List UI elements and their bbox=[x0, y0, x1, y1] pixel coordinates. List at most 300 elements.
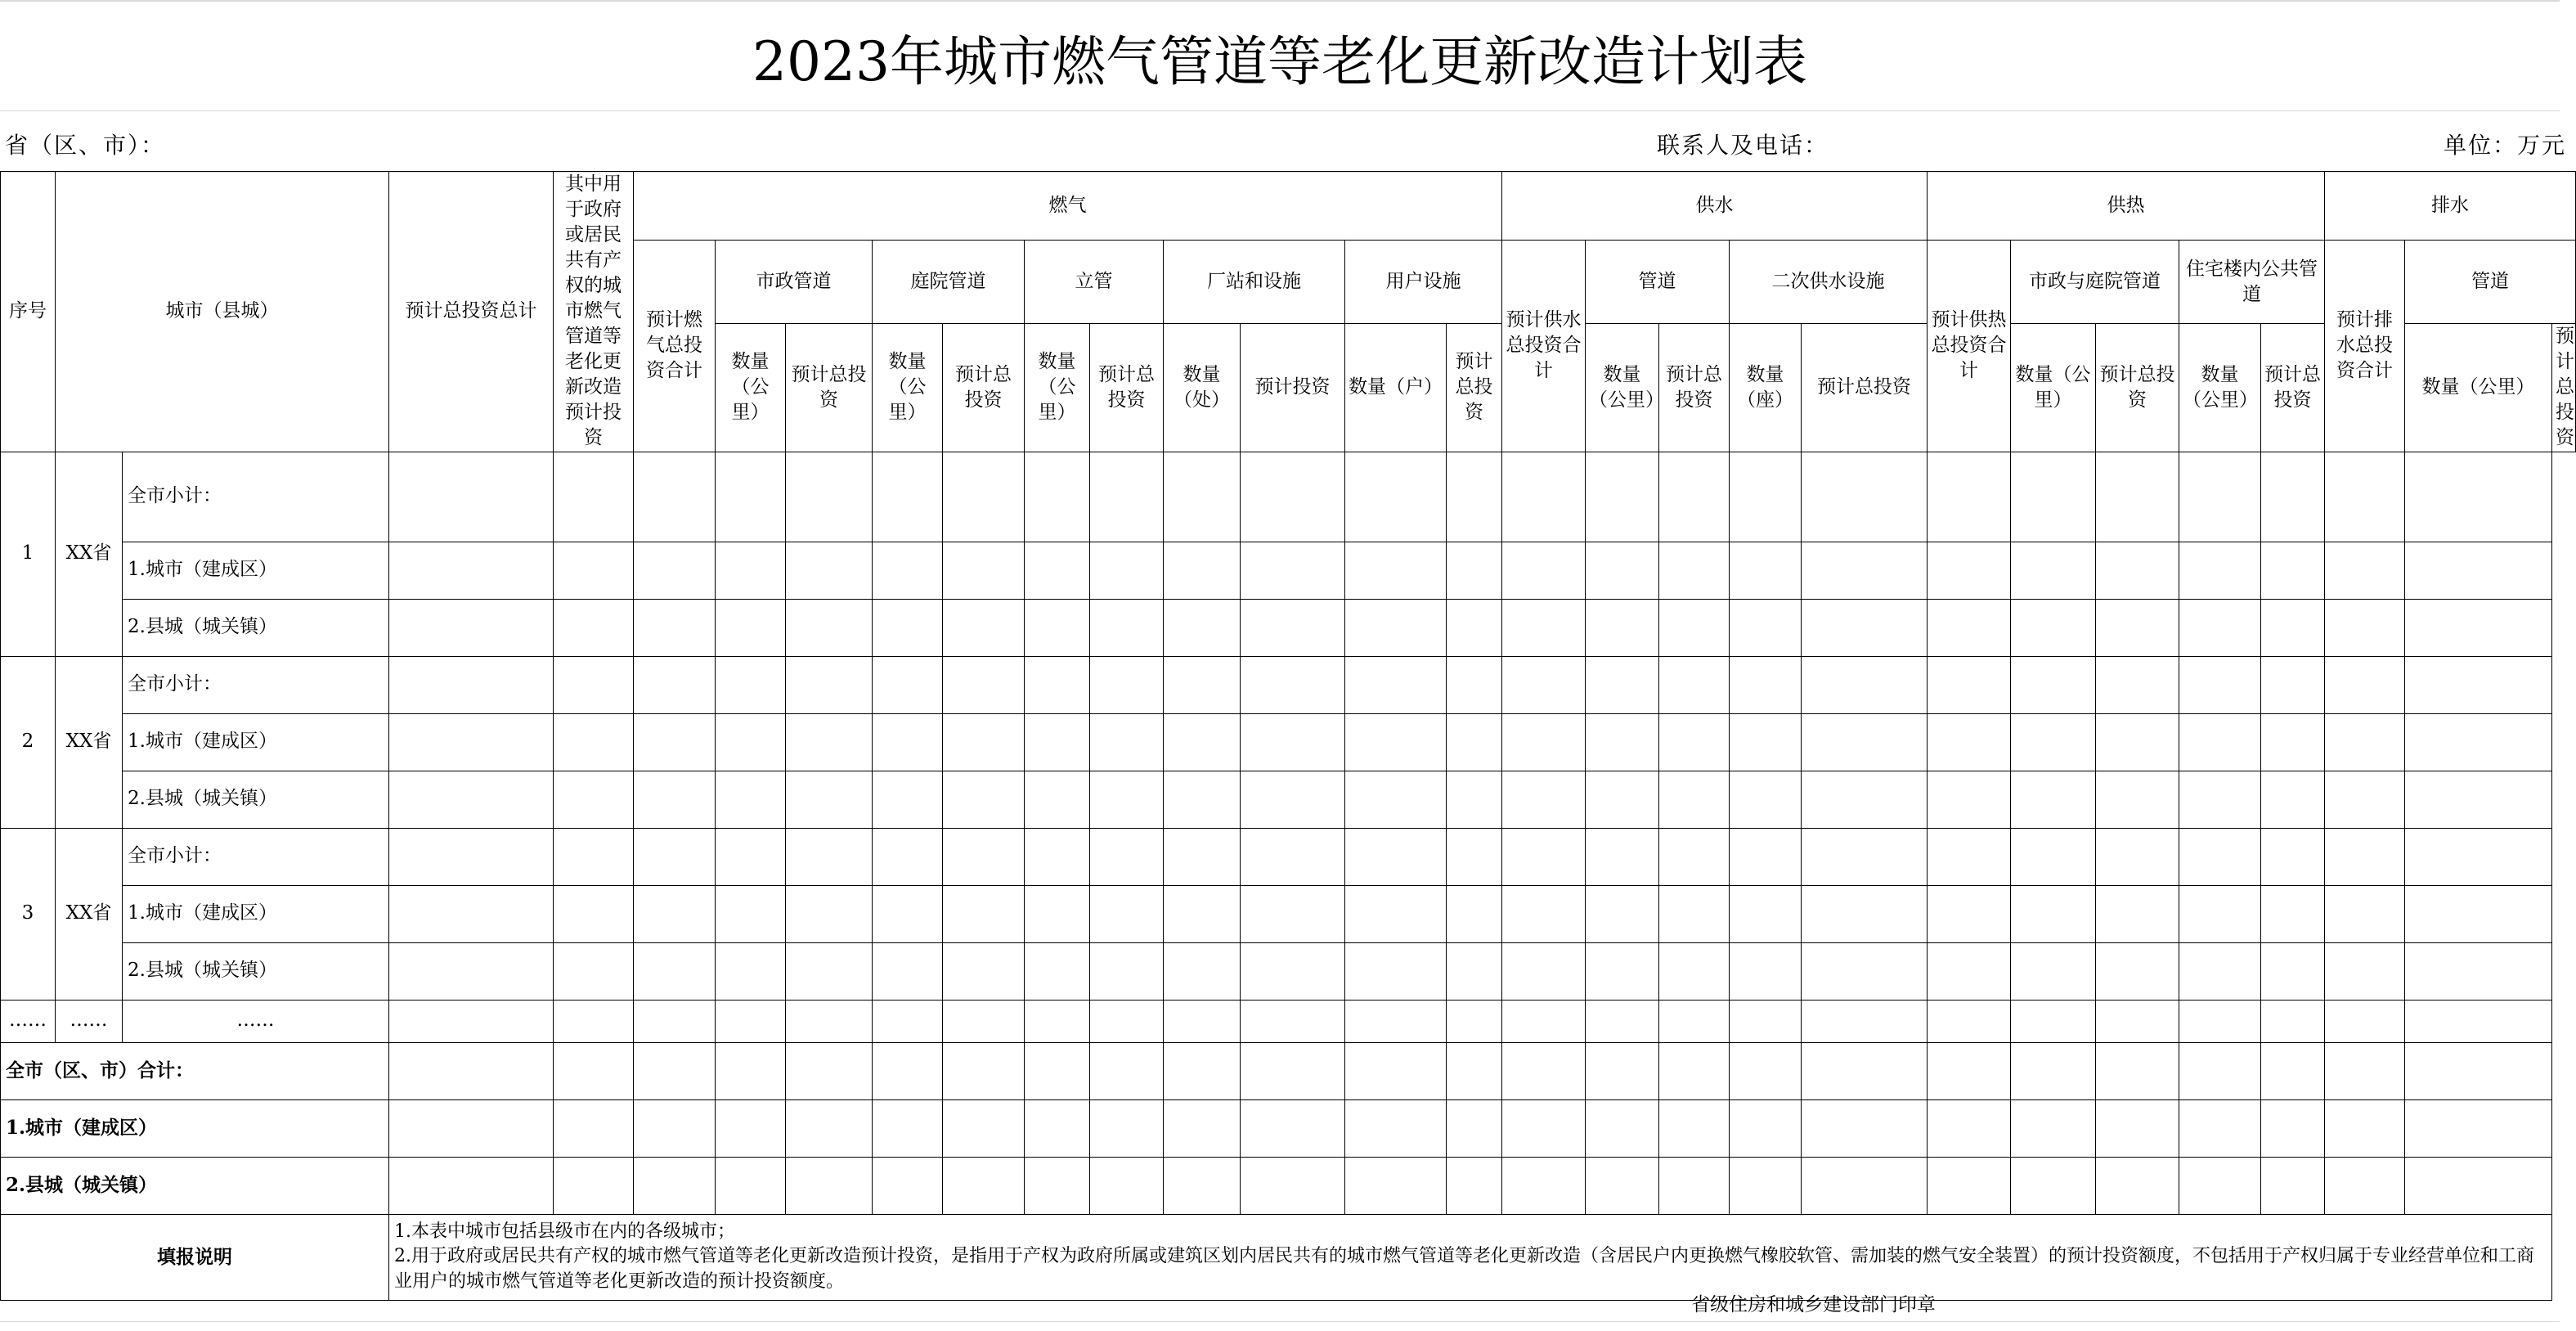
empty-cell bbox=[1345, 542, 1447, 599]
row-ellipsis: …… bbox=[123, 1000, 389, 1042]
empty-cell bbox=[1502, 885, 1586, 942]
empty-cell bbox=[2405, 942, 2552, 1000]
empty-cell bbox=[1730, 1042, 1802, 1099]
empty-cell bbox=[554, 828, 634, 885]
empty-cell bbox=[1802, 771, 1928, 828]
note-line-2: 2.用于政府或居民共有产权的城市燃气管道等老化更新改造预计投资，是指用于产权为政府所属或建筑区划内居民共有的城市燃气管道等老化更新改造（含居民户内更换燃气橡胶软管、需加装的燃气安全装置）的预计投资额度，不包括用于产权归属于专业经营单位和工商业用户的城市燃气管道等老化更新改造的预计投资额度。 bbox=[394, 1246, 2534, 1293]
empty-cell bbox=[2096, 452, 2179, 542]
empty-cell bbox=[1802, 599, 1928, 656]
empty-cell bbox=[1241, 656, 1345, 713]
empty-cell bbox=[2261, 1099, 2325, 1157]
empty-cell bbox=[1345, 1000, 1447, 1042]
empty-cell bbox=[634, 942, 716, 1000]
empty-cell bbox=[389, 452, 554, 542]
meta-row bbox=[0, 110, 2567, 173]
empty-cell bbox=[1928, 1157, 2011, 1214]
empty-cell bbox=[634, 1000, 716, 1042]
empty-cell bbox=[943, 599, 1025, 656]
empty-cell bbox=[2325, 1000, 2405, 1042]
empty-cell bbox=[1586, 452, 1659, 542]
empty-cell bbox=[2325, 942, 2405, 1000]
empty-cell bbox=[786, 452, 873, 542]
empty-cell bbox=[554, 656, 634, 713]
empty-cell bbox=[389, 656, 554, 713]
empty-cell bbox=[1025, 713, 1090, 771]
empty-cell bbox=[1586, 1157, 1659, 1214]
empty-cell bbox=[554, 1000, 634, 1042]
header-qty: 数量（公里） bbox=[2179, 324, 2261, 452]
header-qty: 数量（公里） bbox=[873, 324, 943, 452]
empty-cell bbox=[1730, 656, 1802, 713]
row-total-county-label: 2.县城（城关镇） bbox=[1, 1157, 389, 1214]
empty-cell bbox=[943, 1157, 1025, 1214]
empty-cell bbox=[1241, 885, 1345, 942]
header-gas-riser: 立管 bbox=[1025, 241, 1164, 324]
empty-cell bbox=[1928, 1042, 2011, 1099]
empty-cell bbox=[1345, 452, 1447, 542]
empty-cell bbox=[1730, 1099, 1802, 1157]
empty-cell bbox=[1447, 452, 1502, 542]
empty-cell bbox=[1659, 656, 1730, 713]
empty-cell bbox=[716, 542, 786, 599]
empty-cell bbox=[2096, 885, 2179, 942]
empty-cell bbox=[1090, 1042, 1164, 1099]
empty-cell bbox=[1802, 942, 1928, 1000]
empty-cell bbox=[2179, 656, 2261, 713]
empty-cell bbox=[1928, 713, 2011, 771]
header-invest: 预计总投资 bbox=[1090, 324, 1164, 452]
empty-cell bbox=[1447, 713, 1502, 771]
empty-cell bbox=[634, 1099, 716, 1157]
empty-cell bbox=[1025, 1000, 1090, 1042]
empty-cell bbox=[1241, 599, 1345, 656]
empty-cell bbox=[554, 1099, 634, 1157]
empty-cell bbox=[2261, 713, 2325, 771]
empty-cell bbox=[1586, 542, 1659, 599]
header-gas-municipal: 市政管道 bbox=[716, 241, 873, 324]
empty-cell bbox=[1802, 828, 1928, 885]
empty-cell bbox=[2325, 1157, 2405, 1214]
empty-cell bbox=[634, 656, 716, 713]
empty-cell bbox=[1164, 1042, 1241, 1099]
empty-cell bbox=[634, 1042, 716, 1099]
empty-cell bbox=[943, 828, 1025, 885]
empty-cell bbox=[389, 1000, 554, 1042]
empty-cell bbox=[1730, 828, 1802, 885]
empty-cell bbox=[786, 599, 873, 656]
empty-cell bbox=[1447, 542, 1502, 599]
empty-cell bbox=[943, 1000, 1025, 1042]
empty-cell bbox=[2011, 1157, 2096, 1214]
empty-cell bbox=[2261, 771, 2325, 828]
empty-cell bbox=[1730, 542, 1802, 599]
empty-cell bbox=[1025, 656, 1090, 713]
table-row bbox=[1, 771, 2576, 828]
empty-cell bbox=[1025, 452, 1090, 542]
empty-cell bbox=[1586, 713, 1659, 771]
header-qty: 数量（公里） bbox=[716, 324, 786, 452]
empty-cell bbox=[634, 771, 716, 828]
row-seq: 1 bbox=[1, 452, 56, 656]
empty-cell bbox=[1090, 771, 1164, 828]
empty-cell bbox=[2261, 656, 2325, 713]
empty-cell bbox=[716, 942, 786, 1000]
empty-cell bbox=[2179, 942, 2261, 1000]
empty-cell bbox=[1090, 828, 1164, 885]
empty-cell bbox=[1659, 1157, 1730, 1214]
empty-cell bbox=[943, 713, 1025, 771]
empty-cell bbox=[1025, 771, 1090, 828]
table-row bbox=[1, 713, 2576, 771]
empty-cell bbox=[716, 656, 786, 713]
empty-cell bbox=[1345, 713, 1447, 771]
empty-cell bbox=[1502, 942, 1586, 1000]
empty-cell bbox=[2011, 452, 2096, 542]
empty-cell bbox=[634, 828, 716, 885]
empty-cell bbox=[1241, 1099, 1345, 1157]
empty-cell bbox=[1164, 713, 1241, 771]
row-province: XX省 bbox=[56, 828, 123, 1000]
empty-cell bbox=[716, 885, 786, 942]
bottom-divider bbox=[0, 1321, 2560, 1322]
empty-cell bbox=[2405, 656, 2552, 713]
table-row bbox=[1, 885, 2576, 942]
header-invest: 预计总投资 bbox=[786, 324, 873, 452]
notes-text bbox=[389, 1214, 2552, 1300]
empty-cell bbox=[1928, 452, 2011, 542]
empty-cell bbox=[1090, 942, 1164, 1000]
empty-cell bbox=[2096, 942, 2179, 1000]
empty-cell bbox=[389, 599, 554, 656]
empty-cell bbox=[716, 713, 786, 771]
empty-cell bbox=[1659, 885, 1730, 942]
empty-cell bbox=[1447, 599, 1502, 656]
plan-table bbox=[0, 171, 2576, 1301]
empty-cell bbox=[1659, 1042, 1730, 1099]
empty-cell bbox=[2011, 542, 2096, 599]
empty-cell bbox=[1802, 542, 1928, 599]
empty-cell bbox=[716, 1042, 786, 1099]
empty-cell bbox=[786, 542, 873, 599]
empty-cell bbox=[1164, 599, 1241, 656]
empty-cell bbox=[554, 1157, 634, 1214]
empty-cell bbox=[1502, 1157, 1586, 1214]
empty-cell bbox=[1345, 1157, 1447, 1214]
header-invest: 预计总投资 bbox=[1447, 324, 1502, 452]
empty-cell bbox=[389, 1042, 554, 1099]
empty-cell bbox=[2179, 542, 2261, 599]
empty-cell bbox=[1345, 1099, 1447, 1157]
empty-cell bbox=[554, 771, 634, 828]
empty-cell bbox=[1502, 452, 1586, 542]
empty-cell bbox=[2179, 713, 2261, 771]
notes-row bbox=[1, 1214, 2576, 1300]
empty-cell bbox=[1164, 885, 1241, 942]
empty-cell bbox=[1164, 771, 1241, 828]
empty-cell bbox=[2096, 828, 2179, 885]
empty-cell bbox=[1090, 656, 1164, 713]
empty-cell bbox=[1345, 1042, 1447, 1099]
empty-cell bbox=[2405, 771, 2552, 828]
empty-cell bbox=[1447, 885, 1502, 942]
header-heat-group: 供热 bbox=[1928, 172, 2325, 241]
row-city-label: 1.城市（建成区） bbox=[123, 542, 389, 599]
row-seq: 2 bbox=[1, 656, 56, 828]
notes-label: 填报说明 bbox=[1, 1214, 389, 1300]
empty-cell bbox=[1090, 713, 1164, 771]
empty-cell bbox=[2261, 1157, 2325, 1214]
empty-cell bbox=[2096, 771, 2179, 828]
empty-cell bbox=[2096, 713, 2179, 771]
empty-cell bbox=[2405, 828, 2552, 885]
empty-cell bbox=[634, 1157, 716, 1214]
table-row bbox=[1, 656, 2576, 713]
empty-cell bbox=[389, 828, 554, 885]
empty-cell bbox=[2405, 542, 2552, 599]
empty-cell bbox=[1730, 452, 1802, 542]
empty-cell bbox=[389, 713, 554, 771]
empty-cell bbox=[2179, 1042, 2261, 1099]
header-water-secondary: 二次供水设施 bbox=[1730, 241, 1928, 324]
empty-cell bbox=[2179, 771, 2261, 828]
empty-cell bbox=[873, 599, 943, 656]
header-total: 预计总投资总计 bbox=[389, 172, 554, 452]
empty-cell bbox=[1502, 1000, 1586, 1042]
empty-cell bbox=[2096, 1157, 2179, 1214]
empty-cell bbox=[943, 1042, 1025, 1099]
empty-cell bbox=[1025, 1042, 1090, 1099]
empty-cell bbox=[2261, 885, 2325, 942]
table-row bbox=[1, 942, 2576, 1000]
empty-cell bbox=[1659, 771, 1730, 828]
empty-cell bbox=[2096, 542, 2179, 599]
empty-cell bbox=[1659, 599, 1730, 656]
empty-cell bbox=[1090, 599, 1164, 656]
empty-cell bbox=[2405, 1099, 2552, 1157]
empty-cell bbox=[1586, 1042, 1659, 1099]
empty-cell bbox=[554, 542, 634, 599]
empty-cell bbox=[943, 656, 1025, 713]
empty-cell bbox=[2011, 1042, 2096, 1099]
header-heat-municipal: 市政与庭院管道 bbox=[2011, 241, 2179, 324]
header-drain-group: 排水 bbox=[2325, 172, 2576, 241]
empty-cell bbox=[634, 542, 716, 599]
empty-cell bbox=[1447, 656, 1502, 713]
empty-cell bbox=[786, 885, 873, 942]
row-county-label: 2.县城（城关镇） bbox=[123, 771, 389, 828]
empty-cell bbox=[2011, 1099, 2096, 1157]
table-row bbox=[1, 599, 2576, 656]
empty-cell bbox=[1502, 1042, 1586, 1099]
empty-cell bbox=[716, 1000, 786, 1042]
empty-cell bbox=[1802, 452, 1928, 542]
row-seq: 3 bbox=[1, 828, 56, 1000]
empty-cell bbox=[1090, 1157, 1164, 1214]
empty-cell bbox=[389, 942, 554, 1000]
empty-cell bbox=[873, 452, 943, 542]
empty-cell bbox=[1241, 452, 1345, 542]
empty-cell bbox=[1241, 942, 1345, 1000]
empty-cell bbox=[2011, 1000, 2096, 1042]
header-qty: 数量（公里） bbox=[2011, 324, 2096, 452]
empty-cell bbox=[786, 1000, 873, 1042]
empty-cell bbox=[1090, 542, 1164, 599]
empty-cell bbox=[634, 885, 716, 942]
empty-cell bbox=[389, 885, 554, 942]
header-qty: 数量（公里） bbox=[1586, 324, 1659, 452]
header-heat-total: 预计供热总投资合计 bbox=[1928, 241, 2011, 452]
empty-cell bbox=[2325, 828, 2405, 885]
empty-cell bbox=[2325, 656, 2405, 713]
empty-cell bbox=[554, 942, 634, 1000]
empty-cell bbox=[716, 828, 786, 885]
empty-cell bbox=[1502, 713, 1586, 771]
empty-cell bbox=[2179, 1099, 2261, 1157]
header-gas-group: 燃气 bbox=[634, 172, 1502, 241]
empty-cell bbox=[1447, 1042, 1502, 1099]
empty-cell bbox=[873, 942, 943, 1000]
empty-cell bbox=[2325, 452, 2405, 542]
empty-cell bbox=[2325, 713, 2405, 771]
empty-cell bbox=[2405, 885, 2552, 942]
empty-cell bbox=[873, 771, 943, 828]
empty-cell bbox=[1928, 885, 2011, 942]
header-gas-courtyard: 庭院管道 bbox=[873, 241, 1025, 324]
table-row bbox=[1, 1157, 2576, 1214]
empty-cell bbox=[1502, 542, 1586, 599]
empty-cell bbox=[2261, 452, 2325, 542]
empty-cell bbox=[1730, 885, 1802, 942]
empty-cell bbox=[1659, 1099, 1730, 1157]
empty-cell bbox=[1928, 542, 2011, 599]
empty-cell bbox=[873, 1000, 943, 1042]
empty-cell bbox=[2325, 885, 2405, 942]
empty-cell bbox=[873, 1099, 943, 1157]
header-city: 城市（县城） bbox=[56, 172, 389, 452]
empty-cell bbox=[943, 942, 1025, 1000]
empty-cell bbox=[1345, 828, 1447, 885]
row-county-label: 2.县城（城关镇） bbox=[123, 599, 389, 656]
note-line-1: 1.本表中城市包括县级市在内的各级城市； bbox=[394, 1221, 735, 1242]
row-subtotal-label: 全市小计： bbox=[123, 452, 389, 542]
empty-cell bbox=[1447, 771, 1502, 828]
empty-cell bbox=[1928, 828, 2011, 885]
empty-cell bbox=[1025, 1099, 1090, 1157]
row-city-label: 1.城市（建成区） bbox=[123, 713, 389, 771]
row-ellipsis: …… bbox=[56, 1000, 123, 1042]
empty-cell bbox=[1241, 1157, 1345, 1214]
empty-cell bbox=[2096, 1042, 2179, 1099]
row-subtotal-label: 全市小计： bbox=[123, 828, 389, 885]
empty-cell bbox=[2261, 942, 2325, 1000]
header-invest: 预计总投资 bbox=[1802, 324, 1928, 452]
empty-cell bbox=[786, 1157, 873, 1214]
empty-cell bbox=[1447, 1099, 1502, 1157]
empty-cell bbox=[786, 828, 873, 885]
empty-cell bbox=[1447, 828, 1502, 885]
empty-cell bbox=[1090, 1099, 1164, 1157]
empty-cell bbox=[2096, 599, 2179, 656]
header-invest: 预计总投资 bbox=[2552, 324, 2576, 452]
row-county-label: 2.县城（城关镇） bbox=[123, 942, 389, 1000]
empty-cell bbox=[1345, 771, 1447, 828]
empty-cell bbox=[1502, 1099, 1586, 1157]
empty-cell bbox=[943, 885, 1025, 942]
header-drain-pipe: 管道 bbox=[2405, 241, 2576, 324]
row-subtotal-label: 全市小计： bbox=[123, 656, 389, 713]
empty-cell bbox=[2096, 656, 2179, 713]
empty-cell bbox=[1586, 771, 1659, 828]
table-row bbox=[1, 542, 2576, 599]
empty-cell bbox=[2179, 1000, 2261, 1042]
unit-label: 单位：万元 bbox=[2444, 132, 2567, 159]
empty-cell bbox=[1802, 1000, 1928, 1042]
empty-cell bbox=[873, 656, 943, 713]
row-province: XX省 bbox=[56, 656, 123, 828]
empty-cell bbox=[389, 1099, 554, 1157]
empty-cell bbox=[2179, 599, 2261, 656]
header-drain-total: 预计排水总投资合计 bbox=[2325, 241, 2405, 452]
empty-cell bbox=[554, 713, 634, 771]
header-invest: 预计总投资 bbox=[943, 324, 1025, 452]
row-total-label: 全市（区、市）合计： bbox=[1, 1042, 389, 1099]
header-qty: 数量（座） bbox=[1730, 324, 1802, 452]
empty-cell bbox=[2011, 828, 2096, 885]
empty-cell bbox=[2325, 599, 2405, 656]
empty-cell bbox=[1025, 828, 1090, 885]
empty-cell bbox=[1928, 771, 2011, 828]
empty-cell bbox=[1586, 828, 1659, 885]
empty-cell bbox=[1345, 942, 1447, 1000]
empty-cell bbox=[1586, 1099, 1659, 1157]
empty-cell bbox=[1928, 599, 2011, 656]
empty-cell bbox=[1090, 1000, 1164, 1042]
empty-cell bbox=[2405, 1000, 2552, 1042]
empty-cell bbox=[2405, 713, 2552, 771]
empty-cell bbox=[716, 452, 786, 542]
empty-cell bbox=[1928, 1099, 2011, 1157]
empty-cell bbox=[1164, 942, 1241, 1000]
header-qty: 数量（处） bbox=[1164, 324, 1241, 452]
header-water-pipe: 管道 bbox=[1586, 241, 1730, 324]
stamp-label: 省级住房和城乡建设部门印章 bbox=[1691, 1294, 1936, 1315]
header-qty: 数量（户） bbox=[1345, 324, 1447, 452]
empty-cell bbox=[1025, 542, 1090, 599]
empty-cell bbox=[1090, 885, 1164, 942]
empty-cell bbox=[1802, 713, 1928, 771]
empty-cell bbox=[1025, 885, 1090, 942]
empty-cell bbox=[2405, 599, 2552, 656]
empty-cell bbox=[1447, 1157, 1502, 1214]
empty-cell bbox=[554, 452, 634, 542]
empty-cell bbox=[716, 599, 786, 656]
empty-cell bbox=[634, 599, 716, 656]
empty-cell bbox=[1659, 942, 1730, 1000]
empty-cell bbox=[2179, 452, 2261, 542]
empty-cell bbox=[786, 1099, 873, 1157]
header-qty: 数量（公里） bbox=[2405, 324, 2552, 452]
empty-cell bbox=[716, 771, 786, 828]
empty-cell bbox=[716, 1099, 786, 1157]
empty-cell bbox=[2011, 713, 2096, 771]
empty-cell bbox=[1241, 1000, 1345, 1042]
province-label: 省（区、市）： bbox=[5, 132, 166, 159]
empty-cell bbox=[1345, 599, 1447, 656]
empty-cell bbox=[1802, 1157, 1928, 1214]
empty-cell bbox=[2096, 1000, 2179, 1042]
row-city-label: 1.城市（建成区） bbox=[123, 885, 389, 942]
empty-cell bbox=[2261, 542, 2325, 599]
